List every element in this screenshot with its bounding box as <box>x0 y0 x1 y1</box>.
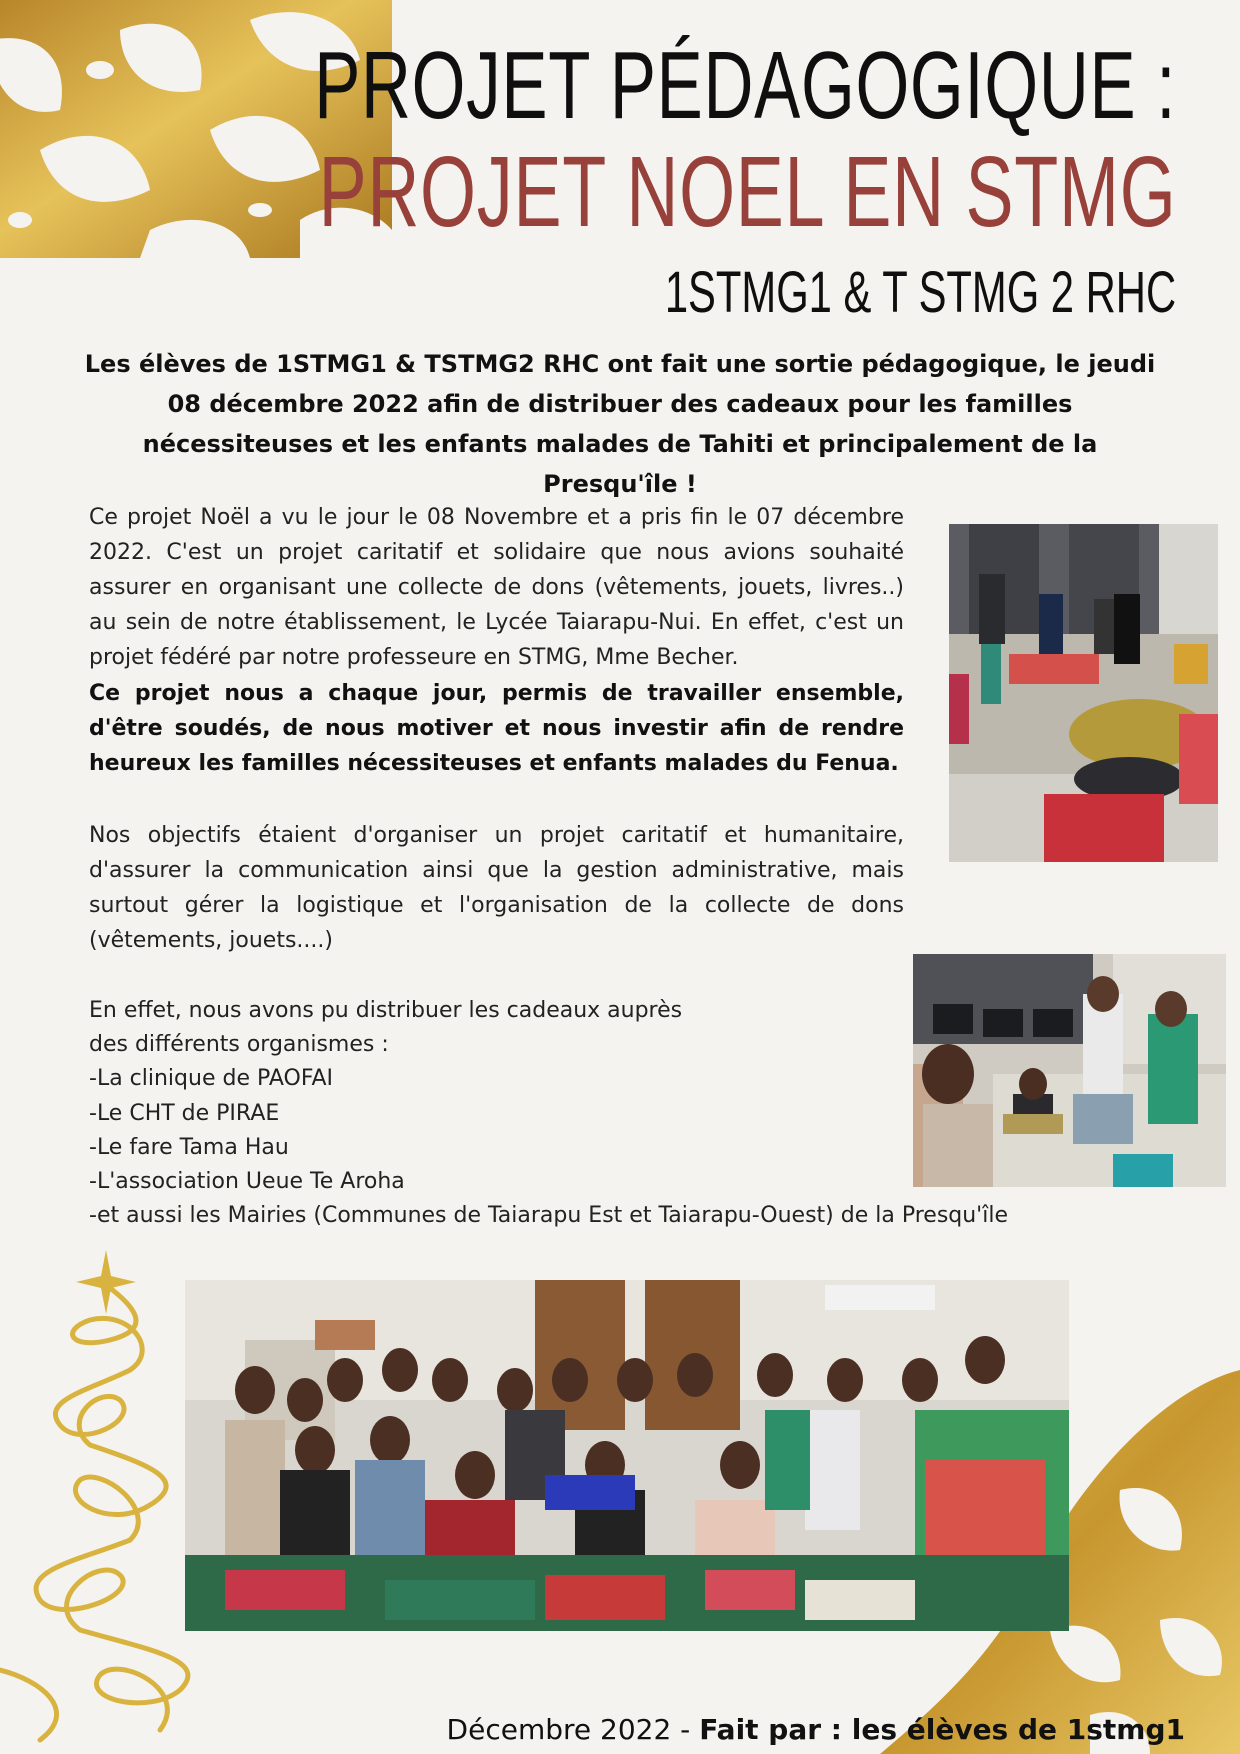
list-intro-line: En effet, nous avons pu distribuer les cadeaux auprès <box>89 998 683 1023</box>
body-paragraph-3: Nos objectifs étaient d'organiser un projet caritatif et humanitaire, d'assurer la communication ainsi que la gestion administrative, mais surtout gérer la logistique et l'organisation de la collecte de dons (vêtements, jouets....) <box>89 823 904 953</box>
page-title-line1: PROJET PÉDAGOGIQUE : <box>314 32 1176 139</box>
body-paragraph-1: Ce projet Noël a vu le jour le 08 Novembre et a pris fin le 07 décembre 2022. C'est un projet caritatif et solidaire que nous avions souhaité assurer en organisant une collecte de dons (vêtements, jouets, livres..) au sein de notre établissement, le Lycée Taiarapu-Nui. En effet, c'est un projet fédéré par notre professeure en STMG, Mme Becher. <box>89 505 904 670</box>
photo-classroom-gifts <box>949 524 1218 862</box>
list-item: -et aussi les Mairies (Communes de Taiarapu Est et Taiarapu-Ouest) de la Presqu'île <box>89 1203 1008 1229</box>
footer-credit <box>447 1712 1185 1748</box>
footer-date: Décembre 2022 - <box>446 1713 700 1746</box>
body-paragraph-2-bold: Ce projet nous a chaque jour, permis de travailler ensemble, d'être soudés, de nous motiver et nous investir afin de rendre heureux les familles nécessiteuses et enfants malades du Fenua. <box>89 681 904 776</box>
list-intro-line: des différents organismes : <box>89 1032 389 1058</box>
list-item: -La clinique de PAOFAI <box>89 1066 333 1092</box>
footer-author: Fait par : les élèves de 1stmg1 <box>699 1713 1185 1746</box>
list-item: -L'association Ueue Te Aroha <box>89 1169 405 1195</box>
page-title-line2: PROJET NOEL EN STMG <box>318 136 1176 248</box>
photo-group-students <box>185 1280 1069 1631</box>
photo-students-wrapping-gifts <box>913 954 1226 1187</box>
classes-subtitle: 1STMG1 & T STMG 2 RHC <box>664 260 1176 325</box>
list-item: -Le fare Tama Hau <box>89 1134 289 1160</box>
intro-paragraph: Les élèves de 1STMG1 & TSTMG2 RHC ont fait une sortie pédagogique, le jeudi 08 décembre 2022 afin de distribuer des cadeaux pour les familles nécessiteuses et les enfants malades de Tahiti et principalement de la Presqu'île ! <box>84 350 1156 498</box>
list-item: -Le CHT de PIRAE <box>89 1100 280 1126</box>
